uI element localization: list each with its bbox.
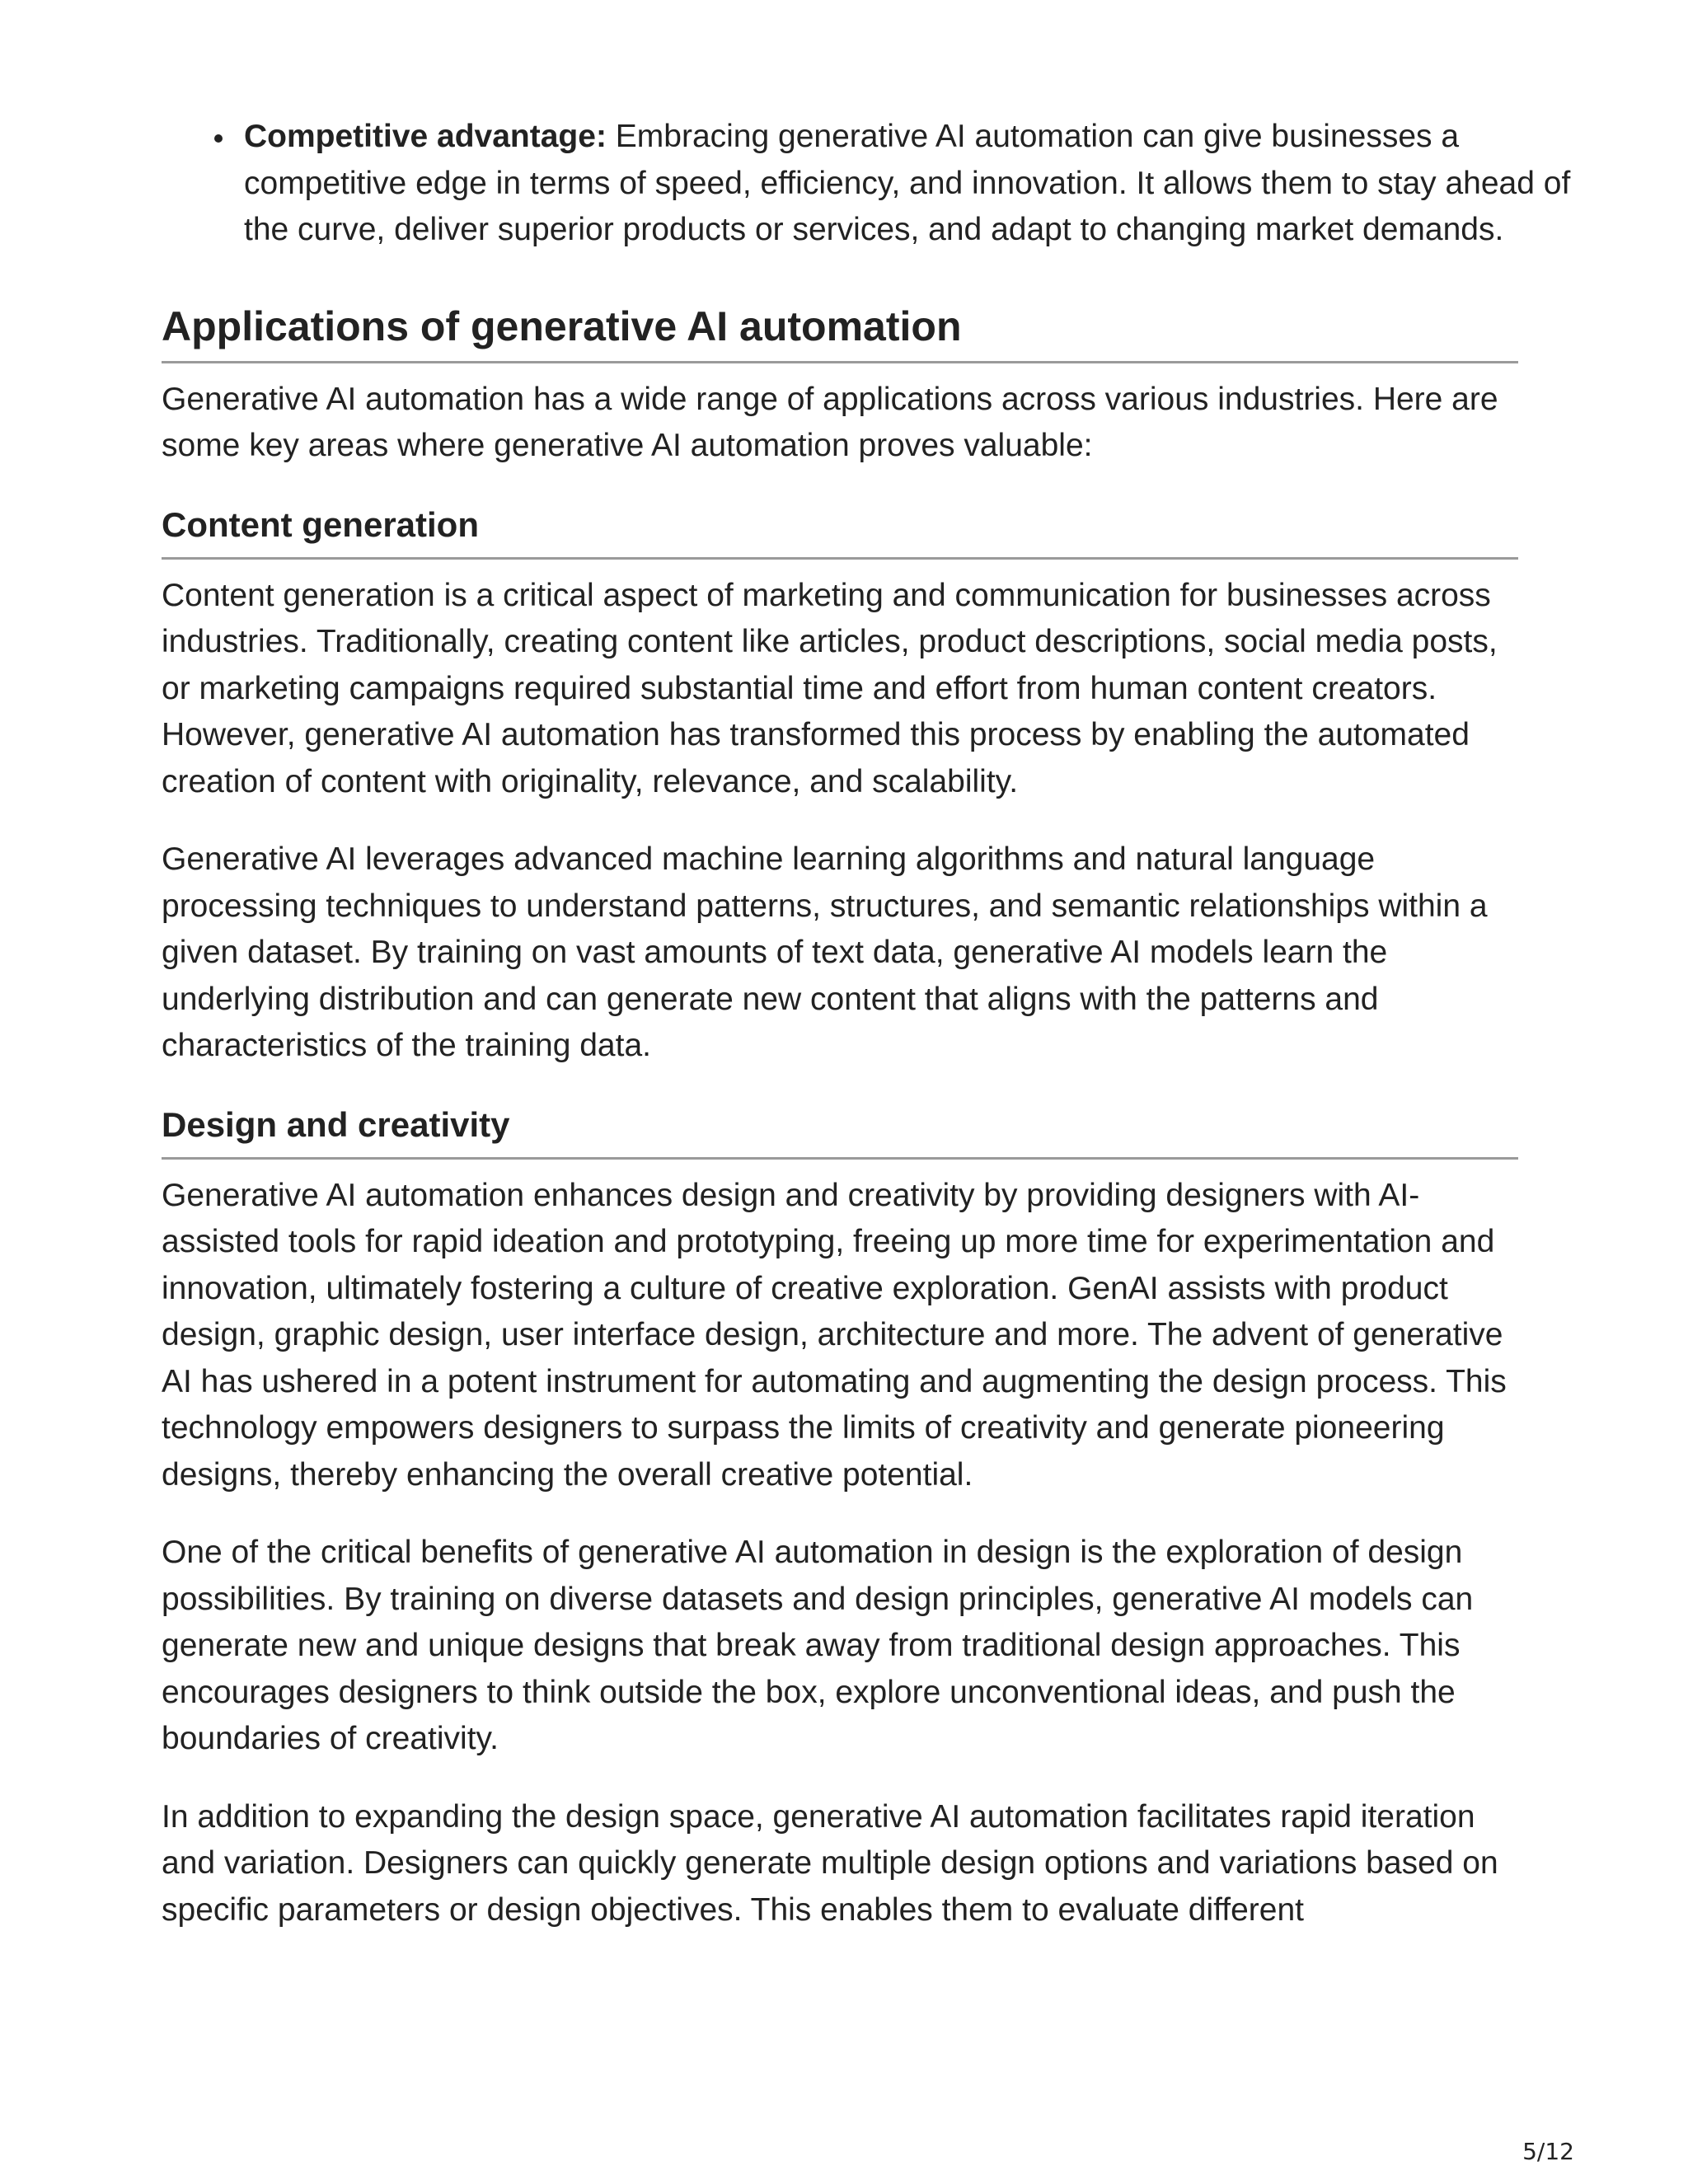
bullet-term: Competitive advantage: bbox=[244, 119, 607, 154]
document-page bbox=[162, 114, 1571, 1933]
bullet-list bbox=[162, 114, 1571, 254]
paragraph-design-creativity-3: In addition to expanding the design space, generative AI automation facilitates rapid iteration and variation. Designers can quickly generate multiple design options and variations based on specific parameters or design objectives. This enables them to evaluate different bbox=[162, 1798, 1498, 1928]
paragraph-design-creativity-1: Generative AI automation enhances design and creativity by providing designers with AI-assisted tools for rapid ideation and prototyping, freeing up more time for experimentation and innovation, ultimately fostering a culture of creative exploration. GenAI assists with product design, graphic design, user interface design, architecture and more. The advent of generative AI has ushered in a potent instrument for automating and augmenting the design process. This technology empowers designers to surpass the limits of creativity and generate pioneering designs, thereby enhancing the overall creative potential. bbox=[162, 1177, 1507, 1493]
paragraph-content-generation-1: Content generation is a critical aspect of marketing and communication for businesses across industries. Traditionally, creating content like articles, product descriptions, social media posts, or marketing campaigns required substantial time and effort from human content creators. However, generative AI automation has transformed this process by enabling the automated creation of content with originality, relevance, and scalability. bbox=[162, 577, 1498, 799]
section-heading-applications: Applications of generative AI automation bbox=[162, 302, 1518, 363]
paragraph-applications-intro: Generative AI automation has a wide range of applications across various industries. Here are some key areas where generative AI automation proves valuable: bbox=[162, 381, 1498, 463]
subheading-design-creativity: Design and creativity bbox=[162, 1103, 1518, 1160]
paragraph-design-creativity-2: One of the critical benefits of generative AI automation in design is the exploration of design possibilities. By training on diverse datasets and design principles, generative AI models can generate new and unique designs that break away from traditional design approaches. This encourages designers to think outside the box, explore unconventional ideas, and push the boundaries of creativity. bbox=[162, 1535, 1474, 1756]
list-item-competitive-advantage bbox=[244, 114, 1579, 254]
page-number: 5/12 bbox=[1522, 2138, 1574, 2165]
paragraph-content-generation-2: Generative AI leverages advanced machine learning algorithms and natural language processing techniques to understand patterns, structures, and semantic relationships within a given dataset. By training on vast amounts of text data, generative AI models learn the underlying distribution and can generate new content that aligns with the patterns and characteristics of the training data. bbox=[162, 841, 1488, 1063]
subheading-content-generation: Content generation bbox=[162, 503, 1518, 560]
bullet-text: Embracing generative AI automation can give businesses a competitive edge in terms of speed, efficiency, and innovation. It allows them to stay ahead of the curve, deliver superior products or services, and adapt to changing market demands. bbox=[244, 119, 1571, 247]
